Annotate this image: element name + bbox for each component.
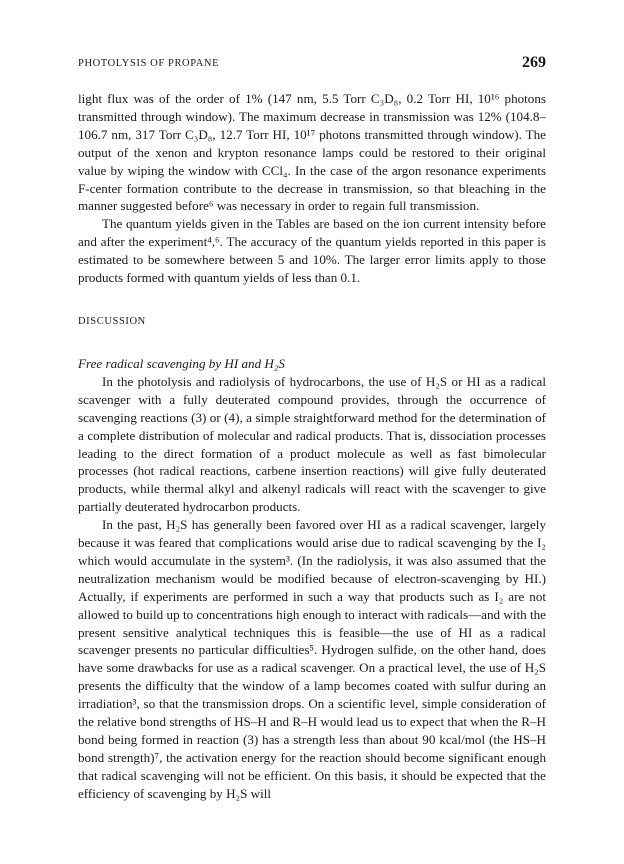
subsection-heading-scavenging: Free radical scavenging by HI and H₂S bbox=[78, 355, 285, 371]
section-heading-discussion: DISCUSSION bbox=[78, 315, 146, 327]
page-header bbox=[78, 54, 546, 78]
continued-paragraph-1: light flux was of the order of 1% (147 nm, 5.5 Torr C₃D₈, 0.2 Torr HI, 10¹⁶ photons transmitted through window). The maximum decrease in transmission was 12% (104.8–106.7 nm, 317 Torr C₃D₈, 12.7 Torr HI, 10¹⁷ photons transmitted through window). The output of the xenon and krypton resonance lamps could be restored to their original value by wiping the window with CCl₄. In the case of the argon resonance experiments F-center formation contribute to the decrease in transmission, so that bleaching in the manner suggested before⁶ was necessary in order to regain full transmission. bbox=[78, 91, 546, 214]
page-number: 269 bbox=[522, 54, 546, 71]
continued-paragraph-2: The quantum yields given in the Tables are based on the ion current intensity before and after the experiment⁴,⁶. The accuracy of the quantum yields reported in this paper is estimated to be somewhere between 5 and 10%. The larger error limits apply to those products formed with quantum yields of less than 0.1. bbox=[78, 216, 546, 286]
page-body bbox=[78, 90, 546, 803]
discussion-paragraph-1: In the photolysis and radiolysis of hydrocarbons, the use of H₂S or HI as a radical scavenger with a fully deuterated compound provides, through the occurrence of scavenging reactions (3) or (4), a simple straightforward method for the determination of a complete distribution of molecular and radical products. That is, dissociation processes leading to the direct formation of a product molecule as well as fast bimolecular processes (hot radical reactions, carbene insertion reactions) will give fully deuterated products, while thermal alkyl and alkenyl radicals will react with the scavenger to give partially deuterated hydrocarbon products. bbox=[78, 373, 546, 515]
running-head: PHOTOLYSIS OF PROPANE bbox=[78, 58, 220, 69]
discussion-paragraph-2: In the past, H₂S has generally been favored over HI as a radical scavenger, largely because it was feared that complications would arise due to radical scavenging by the I₂ which would accumulate in the system³. (In the radiolysis, it was also assumed that the neutralization mechanism would be modified because of electron-scavenging by HI.) Actually, if experiments are performed in such a way that products such as I₂ are not allowed to build up to concentrations high enough to interact with radicals—and with the present sensitive analytical techniques this is feasible—the use of HI as a radical scavenger presents no particular difficulties⁵. Hydrogen sulfide, on the other hand, does have some drawbacks for use as a radical scavenger. On a practical level, the use of H₂S presents the difficulty that the window of a lamp becomes coated with sulfur during an irradiation³, so that the transmission drops. On a scientific level, simple consideration of the relative bond strengths of HS–H and R–H would lead us to expect that when the R–H bond being formed in reaction (3) has a strength less than about 90 kcal/mol (the HS–H bond strength)⁷, the activation energy for the reaction should become significant enough that radical scavenging will not be efficient. On this basis, it should be expected that the efficiency of scavenging by H₂S will bbox=[78, 517, 546, 801]
